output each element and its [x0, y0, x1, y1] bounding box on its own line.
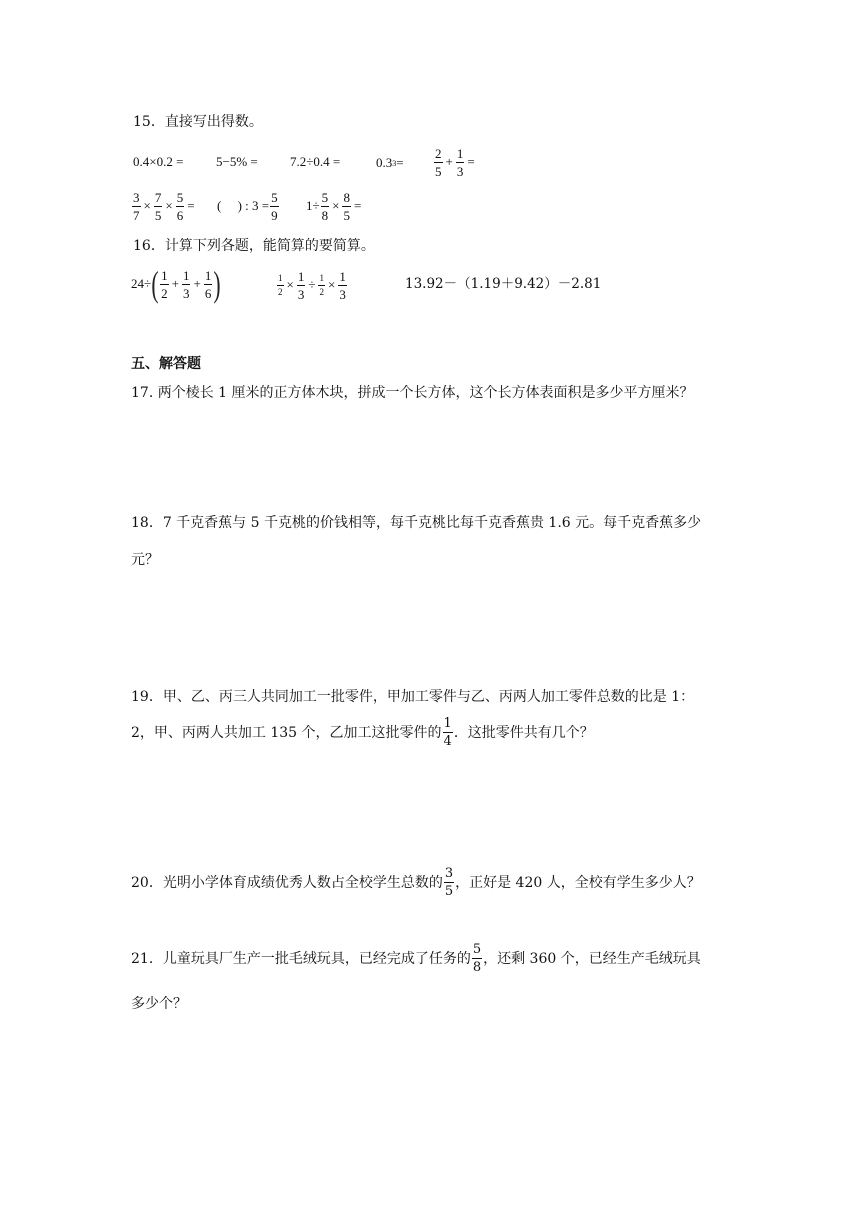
q15-r2-a: $\frac{3}{7}$ × $\frac{7}{5}$ × $\frac{5}{6}$ =: [133, 189, 195, 223]
q21-line1: 21．儿童玩具厂生产一批毛绒玩具，已经完成了任务的 $\frac{5}{8}$ ，还剩 360 个，已经生产毛绒玩具: [131, 941, 701, 975]
q16-title: 16．计算下列各题，能简算的要简算。: [133, 238, 375, 254]
q21-line2: 多少个？: [131, 996, 187, 1012]
q15-row1: [133, 150, 183, 174]
q15-title: 15．直接写出得数。: [133, 114, 263, 130]
q16-e3: 13.92－（1.19＋9.42）－2.81: [405, 276, 602, 292]
q19-line2: 2，甲、丙两人共加工 135 个，乙加工这批零件的 $\frac{1}{4}$ ．这批零件共有几个？: [131, 715, 594, 749]
q15-r1-d-exp: 3: [392, 158, 397, 168]
q15-r1-e: $\frac{2}{5}$ + $\frac{1}{3}$ =: [435, 145, 475, 179]
q20-text: 20．光明小学体育成绩优秀人数占全校学生总数的 $\frac{3}{5}$ ，正好是 420 人，全校有学生多少人？: [131, 865, 701, 899]
q15-r1-b: 5−5% =: [216, 154, 258, 169]
q16-e2: $\frac{1}{2}$ × $\frac{1}{3}$ ÷ $\frac{1}{2}$ × $\frac{1}{3}$: [278, 268, 346, 302]
q15-r1-d-eq: =: [396, 155, 404, 170]
q15-r1-c: 7.2÷0.4 =: [290, 154, 341, 169]
q17-text: 17. 两个棱长 1 厘米的正方体木块，拼成一个长方体，这个长方体表面积是多少平方厘米？: [131, 385, 694, 401]
q18-line2: 元？: [131, 552, 159, 568]
section5-title: 五、解答题: [131, 356, 201, 372]
q15-r2-c: 1÷ $\frac{5}{8}$ × $\frac{8}{5}$ =: [306, 189, 362, 223]
q18-line1: 18．7 千克香蕉与 5 千克桃的价钱相等，每千克桃比每千克香蕉贵 1.6 元。每千克香蕉多少: [131, 515, 702, 531]
q16-e1: 24÷ ( $\frac{1}{2}$ + $\frac{1}{3}$ + $\frac{1}{6}$ ): [131, 264, 221, 304]
q19-line1: 19．甲、乙、丙三人共同加工一批零件，甲加工零件与乙、丙两人加工零件总数的比是 1：: [131, 689, 695, 705]
q15-r1-a: 0.4×0.2 =: [133, 154, 184, 169]
q15-r1-d-base: 0.3: [376, 155, 393, 170]
q15-r2-b: ( ) : 3 = $\frac{5}{9}$: [217, 189, 278, 223]
